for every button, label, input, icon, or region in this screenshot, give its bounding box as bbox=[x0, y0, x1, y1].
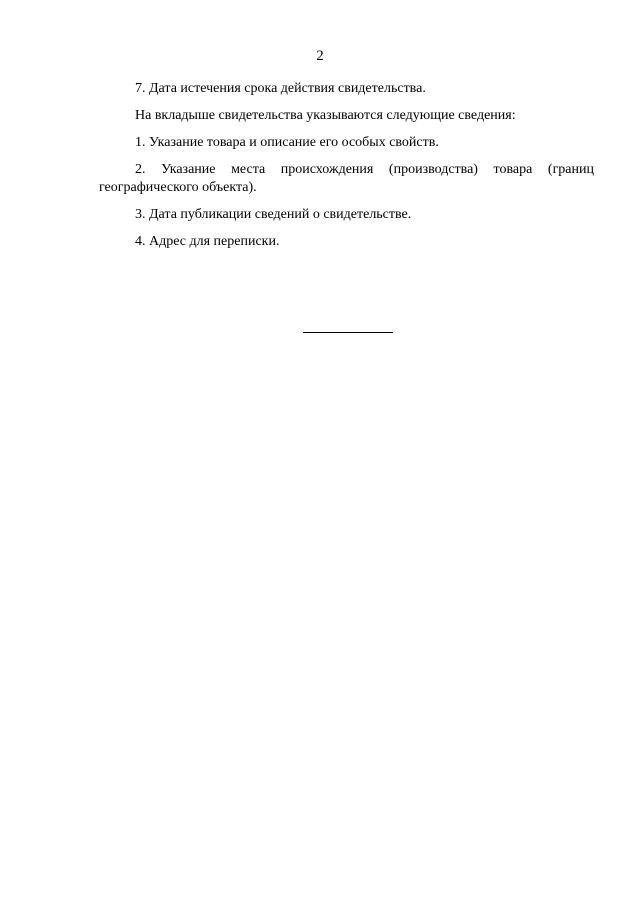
paragraph-item-2-line-2: географического объекта). bbox=[99, 180, 257, 195]
paragraph-insert-intro: На вкладыше свидетельства указываются следующие сведения: bbox=[135, 108, 516, 123]
paragraph-item-3: 3. Дата публикации сведений о свидетельстве. bbox=[135, 207, 412, 222]
paragraph-item-1: 1. Указание товара и описание его особых свойств. bbox=[135, 135, 439, 150]
page-number: 2 bbox=[316, 48, 324, 64]
paragraph-item-7: 7. Дата истечения срока действия свидетельства. bbox=[135, 81, 426, 96]
closing-rule-line bbox=[303, 332, 393, 333]
paragraph-item-2-line-1: 2. Указание места происхождения (производства) товара (границ bbox=[135, 162, 594, 177]
paragraph-item-4: 4. Адрес для переписки. bbox=[135, 234, 280, 249]
document-body bbox=[99, 80, 594, 260]
